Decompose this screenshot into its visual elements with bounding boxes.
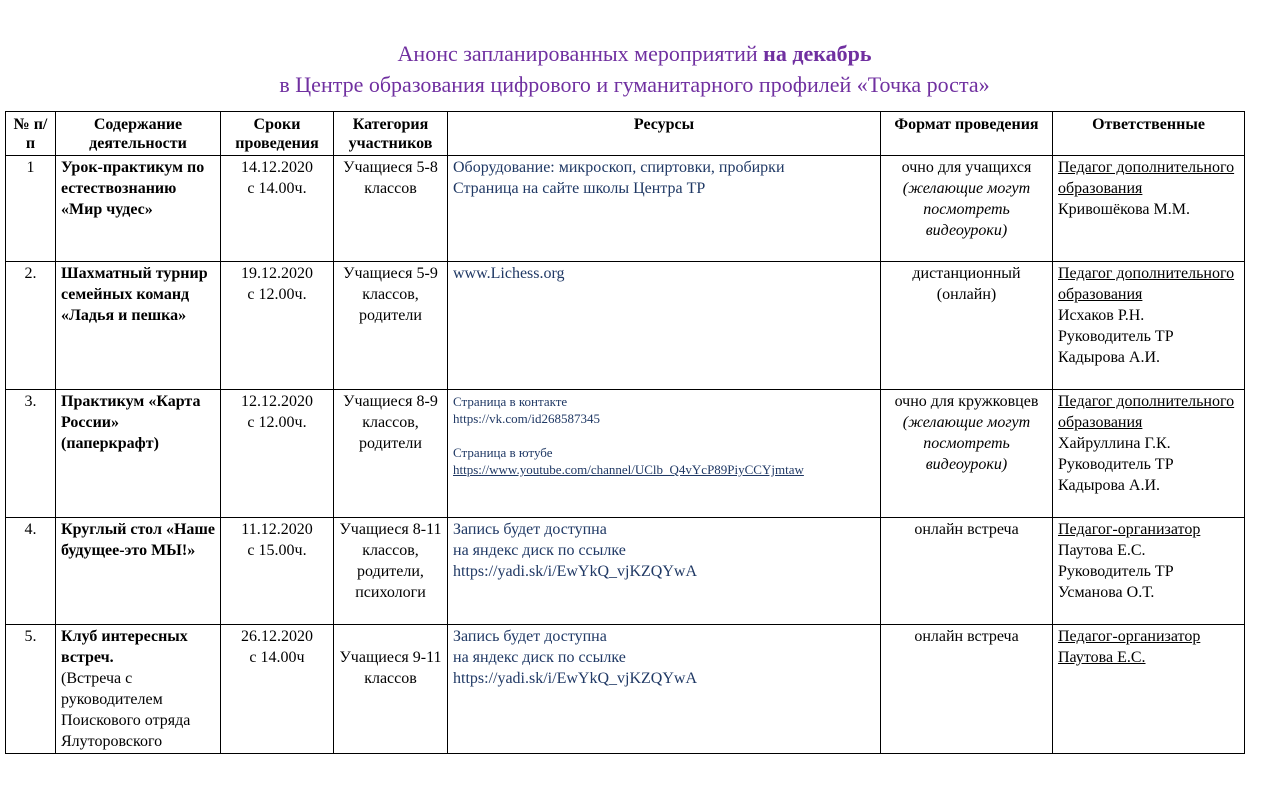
title-line-2: в Центре образования цифрового и гуманитарного профилей «Точка роста»	[279, 72, 990, 97]
header-responsible: Ответственные	[1053, 112, 1245, 156]
row-content: Клуб интересных встреч. (Встреча с руководителем Поискового отряда Ялуторовского	[56, 625, 221, 754]
row-content: Шахматный турнир семейных команд «Ладья и пешка»	[56, 262, 221, 390]
events-table	[5, 111, 1245, 754]
header-num: № п/п	[6, 112, 56, 156]
row-resources: Оборудование: микроскоп, спиртовки, пробирки Страница на сайте школы Центра ТР	[448, 156, 881, 262]
row-responsible: Педагог дополнительного образования Хайруллина Г.К. Руководитель ТР Кадырова А.И.	[1053, 390, 1245, 518]
row-resources: Запись будет доступна на яндекс диск по ссылке https://yadi.sk/i/EwYkQ_vjKZQYwA	[448, 625, 881, 754]
row-num: 4.	[6, 518, 56, 625]
header-dates: Сроки проведения	[221, 112, 334, 156]
table-row	[6, 625, 1245, 754]
row-category: Учащиеся 8-11 классов, родители, психологи	[334, 518, 448, 625]
header-format: Формат проведения	[881, 112, 1053, 156]
row-category: Учащиеся 5-8 классов	[334, 156, 448, 262]
yadisk-link[interactable]: https://yadi.sk/i/EwYkQ_vjKZQYwA	[453, 563, 697, 580]
row-format: дистанционный (онлайн)	[881, 262, 1053, 390]
table-header-row	[6, 112, 1245, 156]
lichess-link[interactable]: www.Lichess.org	[453, 265, 565, 282]
table-row	[6, 156, 1245, 262]
row-format: очно для учащихся (желающие могут посмотреть видеоуроки)	[881, 156, 1053, 262]
table-row	[6, 262, 1245, 390]
row-dates: 26.12.2020 с 14.00ч	[221, 625, 334, 754]
header-content: Содержание деятельности	[56, 112, 221, 156]
header-category: Категория участников	[334, 112, 448, 156]
row-resources: Запись будет доступна на яндекс диск по ссылке https://yadi.sk/i/EwYkQ_vjKZQYwA	[448, 518, 881, 625]
row-num: 1	[6, 156, 56, 262]
row-category: Учащиеся 5-9 классов, родители	[334, 262, 448, 390]
row-num: 3.	[6, 390, 56, 518]
table-row	[6, 390, 1245, 518]
youtube-link[interactable]: https://www.youtube.com/channel/UClb_Q4vYcP89PiyCCYjmtaw	[453, 462, 804, 477]
row-dates: 12.12.2020 с 12.00ч.	[221, 390, 334, 518]
vk-link[interactable]: https://vk.com/id268587345	[453, 411, 600, 426]
row-format: очно для кружковцев (желающие могут посмотреть видеоуроки)	[881, 390, 1053, 518]
row-responsible: Педагог-организатор Паутова Е.С.	[1053, 625, 1245, 754]
row-dates: 11.12.2020 с 15.00ч.	[221, 518, 334, 625]
row-responsible: Педагог дополнительного образования Исхаков Р.Н. Руководитель ТР Кадырова А.И.	[1053, 262, 1245, 390]
yadisk-link[interactable]: https://yadi.sk/i/EwYkQ_vjKZQYwA	[453, 670, 697, 687]
row-responsible: Педагог-организатор Паутова Е.С. Руководитель ТР Усманова О.Т.	[1053, 518, 1245, 625]
row-content: Круглый стол «Наше будущее-это МЫ!»	[56, 518, 221, 625]
row-resources: Страница в контакте https://vk.com/id268587345 Страница в ютубе https://www.youtube.com/channel/UClb_Q4vYcP89PiyCCYjmtaw	[448, 390, 881, 518]
table-row	[6, 518, 1245, 625]
row-content: Практикум «Карта России» (паперкрафт)	[56, 390, 221, 518]
row-dates: 19.12.2020 с 12.00ч.	[221, 262, 334, 390]
row-num: 2.	[6, 262, 56, 390]
row-content: Урок-практикум по естествознанию «Мир чудес»	[56, 156, 221, 262]
row-format: онлайн встреча	[881, 625, 1053, 754]
row-num: 5.	[6, 625, 56, 754]
school-page-link[interactable]: Страница на сайте школы Центра ТР	[453, 180, 706, 197]
row-responsible: Педагог дополнительного образования Кривошёкова М.М.	[1053, 156, 1245, 262]
page-title	[0, 38, 1269, 100]
row-dates: 14.12.2020 с 14.00ч.	[221, 156, 334, 262]
row-category: Учащиеся 9-11 классов	[334, 625, 448, 754]
row-category: Учащиеся 8-9 классов, родители	[334, 390, 448, 518]
row-resources	[448, 262, 881, 390]
header-resources: Ресурсы	[448, 112, 881, 156]
row-format: онлайн встреча	[881, 518, 1053, 625]
title-line-1: Анонс запланированных мероприятий на декабрь	[397, 41, 872, 66]
